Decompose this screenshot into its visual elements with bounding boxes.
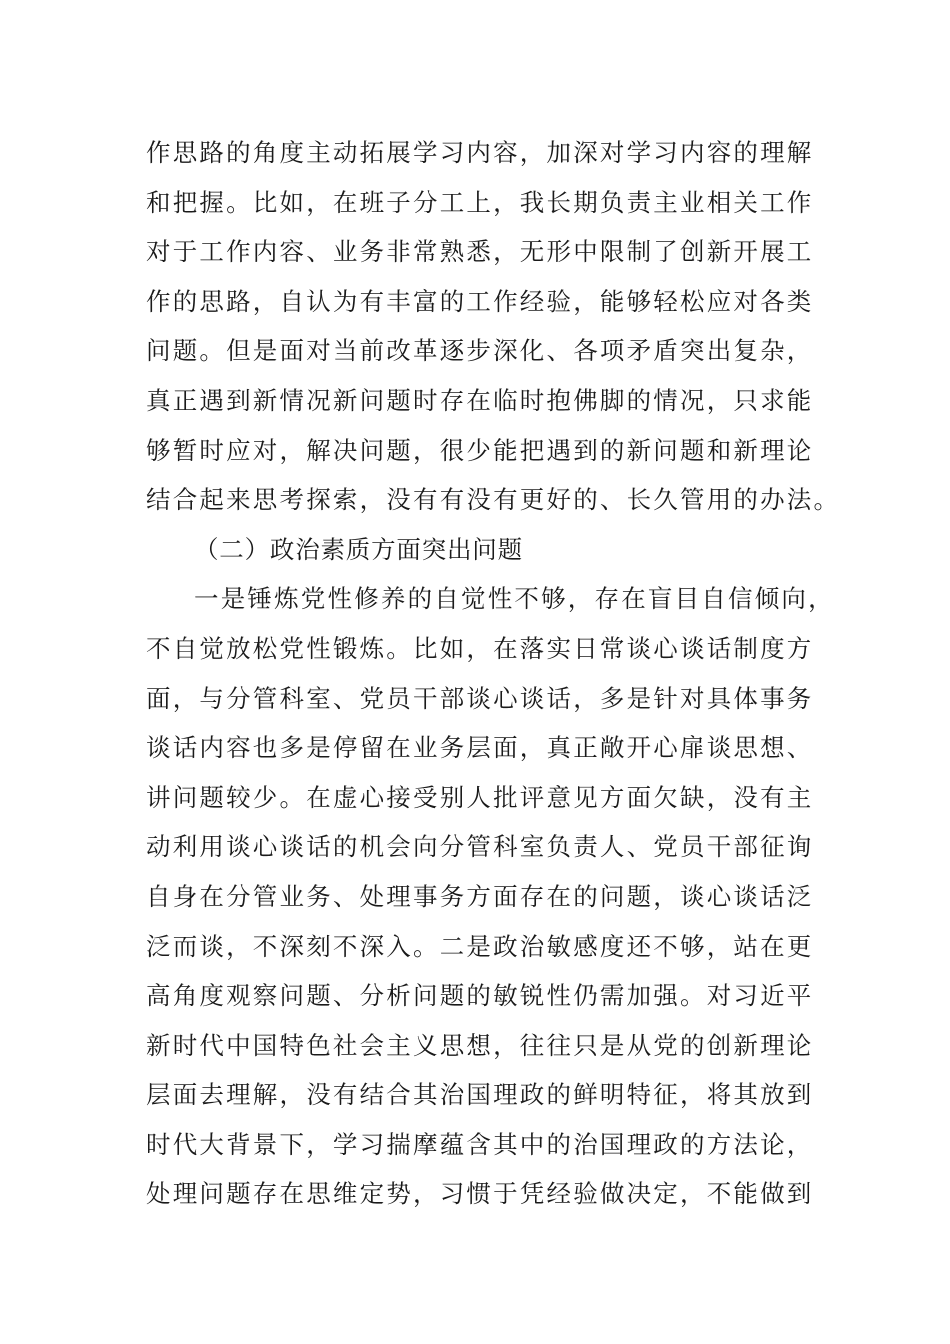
text-line: 真正遇到新情况新问题时存在临时抱佛脚的情况，只求能 — [146, 385, 814, 415]
text-line: 谈话内容也多是停留在业务层面，真正敞开心扉谈思想、 — [146, 733, 814, 763]
text-line: 作思路的角度主动拓展学习内容，加深对学习内容的理解 — [146, 138, 814, 167]
text-line: 作的思路，自认为有丰富的工作经验，能够轻松应对各类 — [146, 286, 814, 316]
paragraph-first-line: 一是锤炼党性修养的自觉性不够，存在盲目自信倾向， — [194, 584, 835, 614]
text-line: 讲问题较少。在虚心接受别人批评意见方面欠缺，没有主 — [146, 782, 814, 812]
text-line: 动利用谈心谈话的机会向分管科室负责人、党员干部征询 — [146, 832, 814, 862]
text-line: 面，与分管科室、党员干部谈心谈话，多是针对具体事务 — [146, 683, 814, 713]
text-line: 结合起来思考探索，没有有没有更好的、长久管用的办法。 — [146, 485, 841, 515]
section-heading: （二）政治素质方面突出问题 — [194, 534, 523, 564]
text-line: 对于工作内容、业务非常熟悉，无形中限制了创新开展工 — [146, 237, 814, 267]
text-line: 不自觉放松党性锻炼。比如，在落实日常谈心谈话制度方 — [146, 633, 814, 663]
text-line: 和把握。比如，在班子分工上，我长期负责主业相关工作 — [146, 187, 814, 217]
text-line: 高角度观察问题、分析问题的敏锐性仍需加强。对习近平 — [146, 981, 814, 1011]
text-line: 泛而谈，不深刻不深入。二是政治敏感度还不够，站在更 — [146, 931, 814, 961]
text-line: 处理问题存在思维定势，习惯于凭经验做决定，不能做到 — [146, 1179, 814, 1209]
text-line: 自身在分管业务、处理事务方面存在的问题，谈心谈话泛 — [146, 881, 814, 911]
document-body — [146, 128, 846, 1219]
text-line: 问题。但是面对当前改革逐步深化、各项矛盾突出复杂， — [146, 336, 814, 366]
text-line: 层面去理解，没有结合其治国理政的鲜明特征，将其放到 — [146, 1080, 814, 1110]
text-line: 够暂时应对，解决问题，很少能把遇到的新问题和新理论 — [146, 435, 814, 465]
text-line: 新时代中国特色社会主义思想，往往只是从党的创新理论 — [146, 1030, 814, 1060]
text-line: 时代大背景下，学习揣摩蕴含其中的治国理政的方法论， — [146, 1129, 814, 1159]
